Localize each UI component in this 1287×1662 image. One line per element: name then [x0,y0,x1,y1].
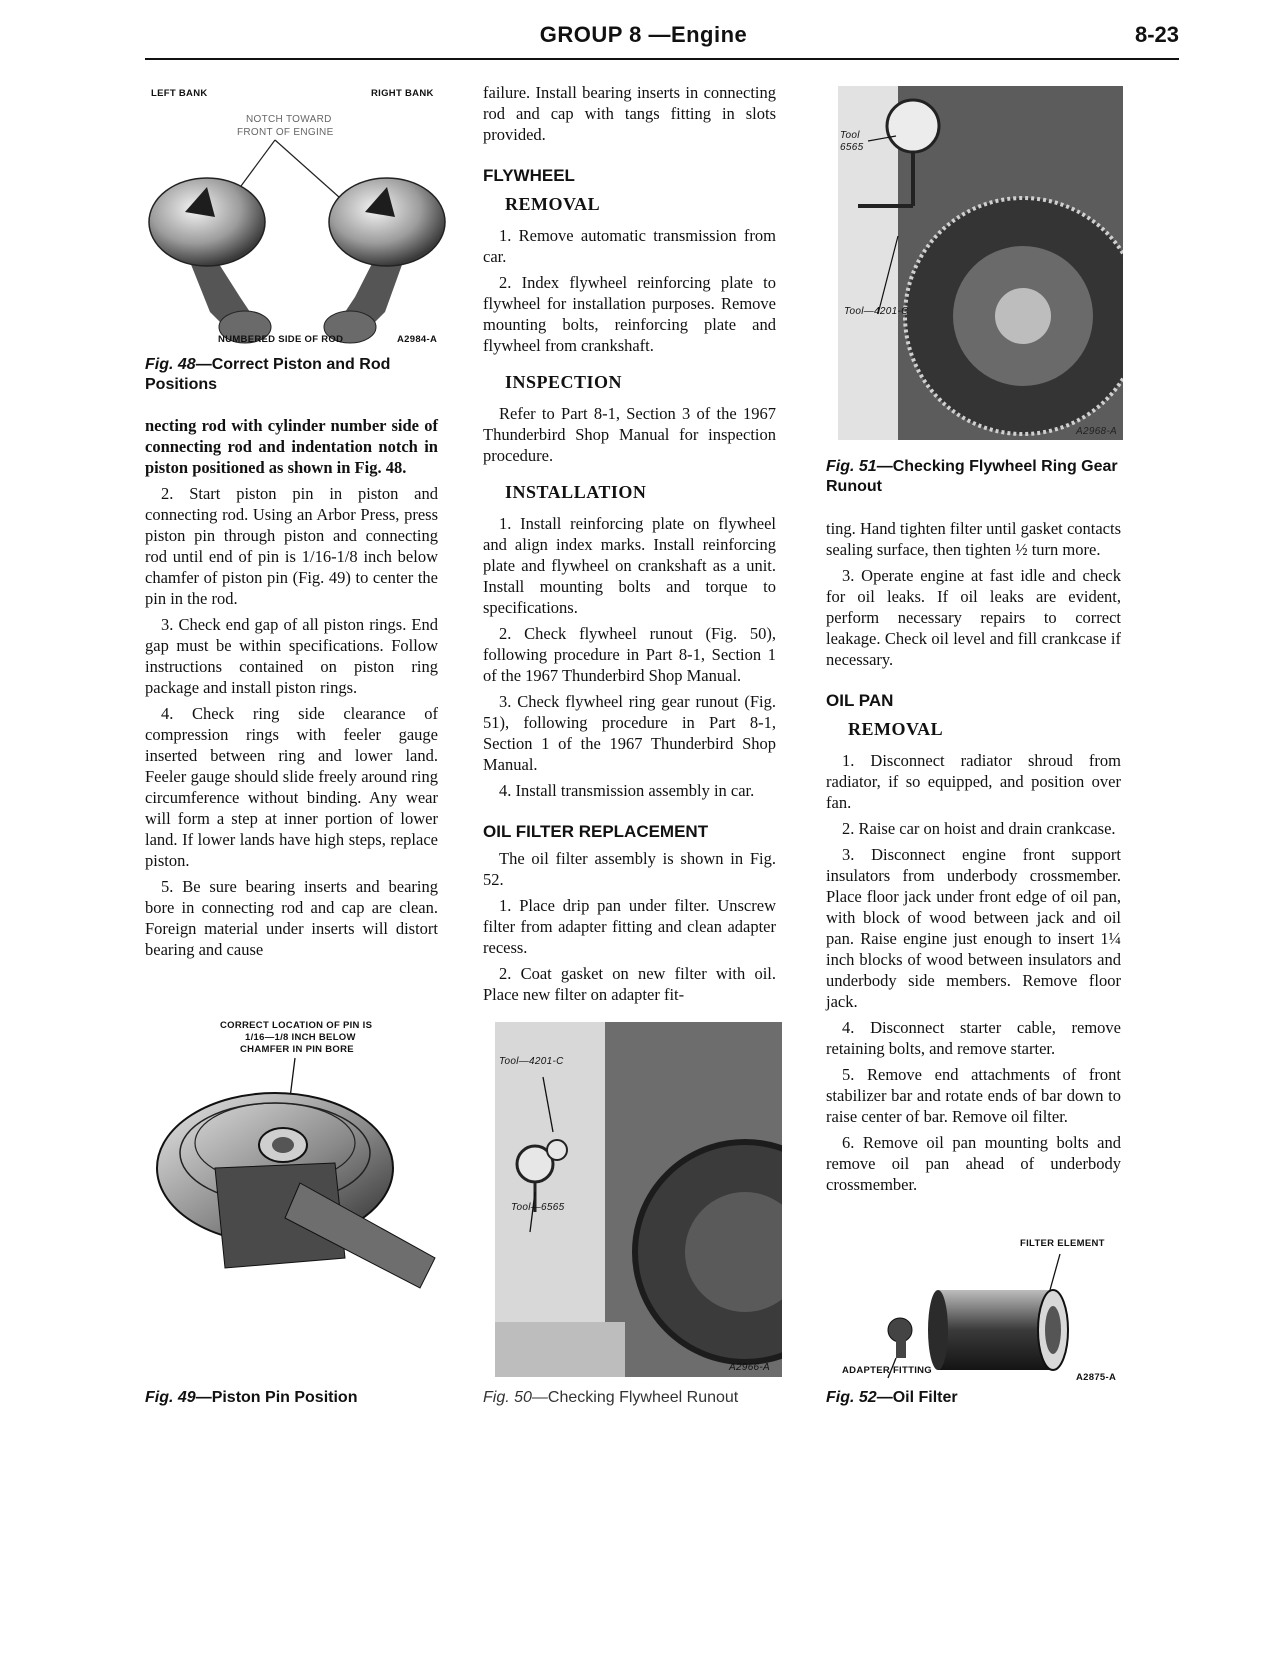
fig51-tool-a2-label: 6565 [840,142,864,153]
inspection-heading: INSPECTION [505,372,623,392]
flywheel-removal-step-2: 2. Index flywheel reinforcing plate to flywheel for installation purposes. Remove mounting bolts, reinforcing plate and flywheel from crankshaft. [483,273,776,355]
fig52-caption-text: —Oil Filter [876,1389,958,1406]
oil-pan-step-1: 1. Disconnect radiator shroud from radiator, if so equipped, and position over fan. [826,751,1121,812]
fig52-illustration [838,1232,1123,1382]
right-para-0: ting. Hand tighten filter until gasket contacts sealing surface, then tighten ½ turn more. [826,519,1121,559]
oil-filter-step-2: 2. Coat gasket on new filter with oil. Place new filter on adapter fit- [483,964,776,1004]
right-para-1: 3. Operate engine at fast idle and check for oil leaks. If oil leaks are evident, perform necessary repairs to correct leakage. Check oil level and fill crankcase if necessary. [826,566,1121,669]
fig49-label-3: CHAMFER IN PIN BORE [240,1044,354,1055]
installation-step-1: 1. Install reinforcing plate on flywheel and align index marks. Install reinforcing plate and flywheel on crankshaft as a unit. Install mounting bolts and torque to specifications. [483,514,776,617]
inspection-para: Refer to Part 8-1, Section 3 of the 1967 Thunderbird Shop Manual for inspection procedure. [483,404,776,465]
oil-filter-para-0: The oil filter assembly is shown in Fig. 52. [483,849,776,889]
oil-pan-step-6: 6. Remove oil pan mounting bolts and remove oil pan ahead of underbody crossmember. [826,1133,1121,1194]
oil-pan-step-3: 3. Disconnect engine front support insulators from underbody crossmember. Place floor jack under front edge of oil pan, with block of wood between jack and oil pan. Raise engine just enough to insert 1¼ inch blocks of wood between insulators and underbody side members. Remove floor jack. [826,845,1121,1011]
fig52-caption [826,1388,1126,1408]
oil-pan-step-4: 4. Disconnect starter cable, remove retaining bolts, and remove starter. [826,1018,1121,1058]
fig49-illustration [145,1018,445,1318]
oil-pan-removal-heading: REMOVAL [848,719,944,739]
fig48-caption-text: —Correct Piston and Rod Positions [145,356,391,393]
right-column [826,518,1121,1200]
mid-para-0: failure. Install bearing inserts in connecting rod and cap with tangs fitting in slots provided. [483,83,776,144]
fig51-caption [826,457,1126,497]
fig50-photo [495,1022,782,1377]
left-column [145,415,438,965]
fig51-caption-number: Fig. 51 [826,458,877,475]
fig51-caption-text: —Checking Flywheel Ring Gear Runout [826,458,1118,495]
oil-pan-step-5: 5. Remove end attachments of front stabilizer bar and rotate ends of bar down to raise center of bar. Remove oil filter. [826,1065,1121,1126]
fig50-tool-b-label: Tool—6565 [511,1202,565,1213]
fig49-caption [145,1388,445,1408]
oil-filter-heading: OIL FILTER REPLACEMENT [483,822,709,841]
left-para-4: 5. Be sure bearing inserts and bearing bore in connecting rod and cap are clean. Foreign material under inserts will distort bearing and cause [145,877,438,959]
installation-heading: INSTALLATION [505,482,647,502]
left-para-2: 3. Check end gap of all piston rings. End gap must be within specifications. Follow instructions contained on piston ring package and install piston rings. [145,615,438,697]
fig49-label-2: 1/16—1/8 INCH BELOW [245,1032,356,1043]
left-para-1: 2. Start piston pin in piston and connecting rod. Using an Arbor Press, press piston pin through piston and connecting rod until end of pin is 1/16-1/8 inch below chamfer of piston pin (Fig. 49) to center the pin in the rod. [145,484,438,608]
pistons-drawing [145,122,457,352]
fig52-code: A2875-A [1076,1372,1117,1383]
fig48-numbered-side-label: NUMBERED SIDE OF ROD [218,334,344,345]
fig50-code: A2966-A [729,1362,771,1373]
page-header-title: GROUP 8 —Engine [539,22,748,47]
installation-step-3: 3. Check flywheel ring gear runout (Fig. 51), following procedure in Part 8-1, Section 1 of the 1967 Thunderbird Shop Manual. [483,692,776,774]
fig50-caption-text: —Checking Flywheel Runout [531,1389,739,1406]
oil-pan-heading: OIL PAN [826,691,894,710]
fig50-caption-number: Fig. 50 [483,1389,532,1406]
fig49-caption-number: Fig. 49 [145,1389,196,1406]
flywheel-removal-step-1: 1. Remove automatic transmission from car. [483,226,776,266]
flywheel-runout-photo [495,1022,782,1377]
fig48-code: A2984-A [397,334,438,345]
piston-pin-drawing [145,1058,445,1318]
left-para-3: 4. Check ring side clearance of compression rings with feeler gauge inserted between ring and lower land. Feeler gauge should slide freely around ring circumference without binding. Any wear will form a step at inner portion of lower land. If lower lands have high steps, replace piston. [145,704,438,870]
left-para-0: necting rod with cylinder number side of connecting rod and indentation notch in piston positioned as shown in Fig. 48. [145,416,438,477]
oil-pan-step-2: 2. Raise car on hoist and drain crankcase. [842,819,1116,838]
fig49-caption-text: —Piston Pin Position [195,1389,358,1406]
ring-gear-runout-photo [838,86,1123,440]
fig48-notch-label-2: FRONT OF ENGINE [237,127,334,138]
fig51-code: A2968-A [1076,426,1118,437]
fig52-adapter-fitting-label: ADAPTER FITTING [842,1365,932,1376]
fig52-caption-number: Fig. 52 [826,1389,877,1406]
flywheel-removal-heading: REMOVAL [505,194,601,214]
fig49-label-1: CORRECT LOCATION OF PIN IS [220,1020,373,1031]
fig48-illustration [145,82,457,350]
fig48-caption [145,355,445,395]
middle-column [483,82,776,1010]
page-number: 8-23 [1134,22,1179,47]
flywheel-heading: FLYWHEEL [483,166,575,185]
header-rule [145,58,1179,60]
oil-filter-step-1: 1. Place drip pan under filter. Unscrew filter from adapter fitting and clean adapter recess. [483,896,776,957]
fig51-photo [838,86,1123,440]
fig50-caption [483,1388,783,1408]
fig48-caption-number: Fig. 48 [145,356,196,373]
fig48-left-bank-label: LEFT BANK [151,88,208,99]
fig48-notch-label-1: NOTCH TOWARD [246,114,332,125]
installation-step-4: 4. Install transmission assembly in car. [499,781,755,800]
fig51-tool-b-label: Tool—4201-C [844,306,909,317]
fig52-filter-element-label: FILTER ELEMENT [1020,1238,1105,1249]
installation-step-2: 2. Check flywheel runout (Fig. 50), following procedure in Part 8-1, Section 1 of the 1967 Thunderbird Shop Manual. [483,624,776,685]
fig50-tool-a-label: Tool—4201-C [499,1056,564,1067]
oil-filter-drawing [838,1250,1123,1380]
fig51-tool-a-label: Tool [840,130,860,141]
fig48-right-bank-label: RIGHT BANK [371,88,434,99]
